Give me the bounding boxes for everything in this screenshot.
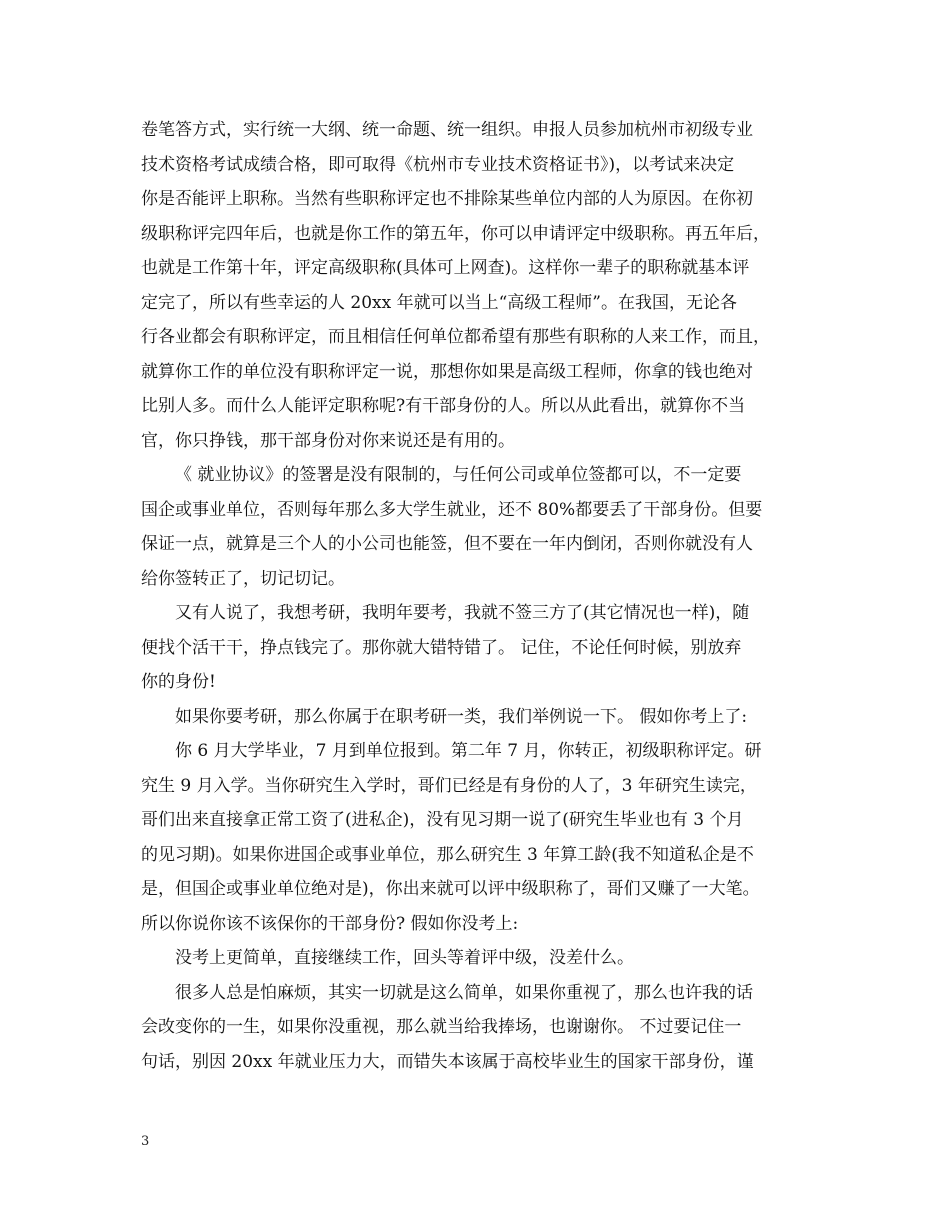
text-line: 便找个活干干，挣点钱完了。那你就大错特错了。 记住，不论任何时候，别放弃 [141, 637, 742, 658]
text-line: 会改变你的一生，如果你没重视，那么就当给我捧场，也谢谢你。 不过要记住一 [141, 1017, 742, 1037]
text-line: 句话，别因 20xx 年就业压力大，而错失本该属于高校毕业生的国家干部身份，谨 [141, 1051, 754, 1072]
text-line: 所以你说你该不该保你的干部身份? 假如你没考上: [141, 913, 519, 934]
text-line: 就算你工作的单位没有职称评定一说，那想你如果是高级工程师，你拿的钱也绝对 [141, 361, 753, 382]
paragraph-first-line: 你 6 月大学毕业，7 月到单位报到。第二年 7 月，你转正，初级职称评定。研 [175, 741, 762, 761]
text-line: 保证一点，就算是三个人的小公司也能签，但不要在一年内倒闭，否则你就没有人 [141, 534, 753, 554]
text-line: 定完了，所以有些幸运的人 20xx 年就可以当上“高级工程师”。在我国，无论各 [141, 292, 737, 313]
paragraph-first-line: 如果你要考研，那么你属于在职考研一类，我们举例说一下。 假如你考上了: [175, 706, 748, 727]
text-line: 官，你只挣钱，那干部身份对你来说还是有用的。 [141, 430, 515, 451]
text-line: 卷笔答方式，实行统一大纲、统一命题、统一组织。申报人员参加杭州市初级专业 [141, 120, 753, 140]
text-line: 的见习期)。如果你进国企或事业单位，那么研究生 3 年算工龄(我不知道私企是不 [141, 844, 754, 865]
paragraph-first-line: 《 就业协议》的签署是没有限制的，与任何公司或单位签都可以，不一定要 [175, 465, 742, 485]
text-line: 比别人多。而什么人能评定职称呢?有干部身份的人。所以从此看出，就算你不当 [141, 396, 746, 416]
text-line: 国企或事业单位，否则每年那么多大学生就业，还不 80%都要丢了干部身份。但要 [141, 499, 763, 520]
text-line: 也就是工作第十年，评定高级职称(具体可上网查)。这样你一辈子的职称就基本评 [141, 258, 750, 278]
text-line: 是，但国企或事业单位绝对是)，你出来就可以评中级职称了，哥们又赚了一大笔。 [141, 879, 760, 899]
text-line: 哥们出来直接拿正常工资了(进私企)，没有见习期一说了(研究生毕业也有 3 个月 [141, 810, 744, 830]
text-line: 究生 9 月入学。当你研究生入学时，哥们已经是有身份的人了，3 年研究生读完， [141, 775, 757, 796]
text-line: 你是否能评上职称。当然有些职称评定也不排除某些单位内部的人为原因。在你初 [141, 189, 753, 209]
page-number: 3 [141, 1134, 150, 1149]
text-line: 级职称评完四年后，也就是你工作的第五年，你可以申请评定中级职称。再五年后， [141, 223, 770, 244]
paragraph-first-line: 又有人说了，我想考研，我明年要考，我就不签三方了(其它情况也一样)，随 [175, 603, 750, 623]
document-body [141, 113, 831, 1079]
text-line: 给你签转正了，切记切记。 [141, 568, 345, 589]
paragraph-first-line: 很多人总是怕麻烦，其实一切就是这么简单，如果你重视了，那么也许我的话 [175, 982, 753, 1003]
text-line: 行各业都会有职称评定，而且相信任何单位都希望有那些有职称的人来工作，而且， [141, 327, 770, 347]
text-line: 技术资格考试成绩合格，即可取得《杭州市专业技术资格证书》)，以考试来决定 [141, 154, 735, 175]
paragraph-first-line: 没考上更简单，直接继续工作，回头等着评中级，没差什么。 [175, 948, 634, 968]
text-line: 你的身份! [141, 672, 216, 692]
